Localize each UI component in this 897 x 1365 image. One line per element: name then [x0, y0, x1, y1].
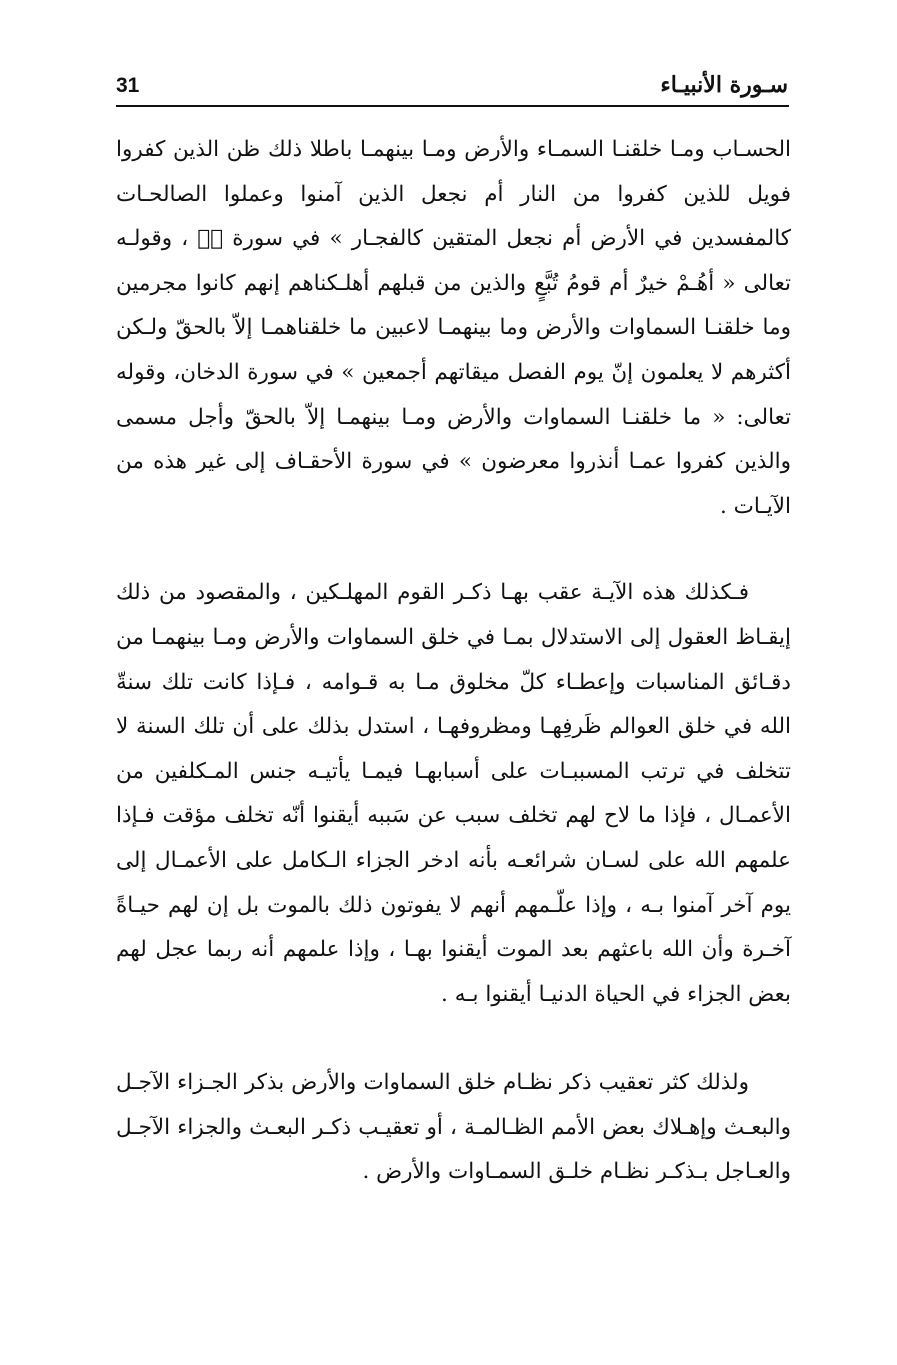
paragraph-2: فـكذلك هذه الآيـة عقب بهـا ذكـر القوم المهلـكين ، والمقصود من ذلك إيقـاظ العقول إلى الاستدلال بمـا في خلق السماوات والأرض ومـا بينهمـا من دقـائق المناسبات وإعطـاء كلّ مخلوق مـا به قـوامه ، فـإذا كانت تلك سنةّ الله في خلق العوالم ظَرفِهـا ومظروفهـا ، استدل بذلك على أن تلك السنة لا تتخلف في ترتب المسببـات على أسبابهـا فيمـا يأتيـه جنس المـكلفين من الأعمـال ، فإذا ما لاح لهم تخلف سبب عن سَببه أيقنوا أنّه تخلف مؤقت فـإذا علمهم الله على لسـان شرائعـه بأنه ادخر الجزاء الـكامل على الأعمـال إلى يوم آخر آمنوا بـه ، وإذا علّـمهم أنهم لا يفوتون ذلك بالموت بل إن لهم حيـاةً آخـرة وأن الله باعثهم بعد الموت أيقنوا بهـا ، وإذا علمهم أنه ربما عجل لهم بعض الجزاء في الحياة الدنيـا أيقنوا بـه . [116, 580, 791, 1007]
paragraph-3: ولذلك كثر تعقيب ذكر نظـام خلق السماوات والأرض بذكر الجـزاء الآجـل والبعـث وإهـلاك بعض الأمم الظـالمـة ، أو تعقيـب ذكـر البعـث والجزاء الآجـل والعـاجل بـذكـر نظـام خلـق السمـاوات والأرض . [116, 1070, 791, 1185]
page-header [116, 70, 788, 104]
body-text [116, 128, 791, 1195]
running-head: سـورة الأنبيـاء [660, 72, 788, 98]
page-number: 31 [116, 74, 140, 97]
header-rule [116, 105, 789, 107]
paragraph-1: الحسـاب ومـا خلقنـا السمـاء والأرض ومـا بينهمـا باطلا ذلك ظن الذين كفروا فويل للذين كفروا من النار أم نجعل الذين آمنوا وعملوا الصالحـات كالمفسدين في الأرض أم نجعل المتقين كالفجـار » في سورة صۤ ، وقولـه تعالى « أهُـمْ خيرٌ أم قومُ تُبَّعٍ والذين من قبلهم أهلـكناهم إنهم كانوا مجرمين وما خلقنـا السماوات والأرض وما بينهمـا لاعبين ما خلقناهمـا إلاّ بالحقّ ولـكن أكثرهم لا يعلمون إنّ يوم الفصل ميقاتهم أجمعين » في سورة الدخان، وقوله تعالى: « ما خلقنـا السماوات والأرض ومـا بينهمـا إلاّ بالحقّ وأجل مسمى والذين كفروا عمـا أنذروا معرضون » في سورة الأحقـاف إلى غير هذه من الآيـات . [116, 137, 791, 519]
